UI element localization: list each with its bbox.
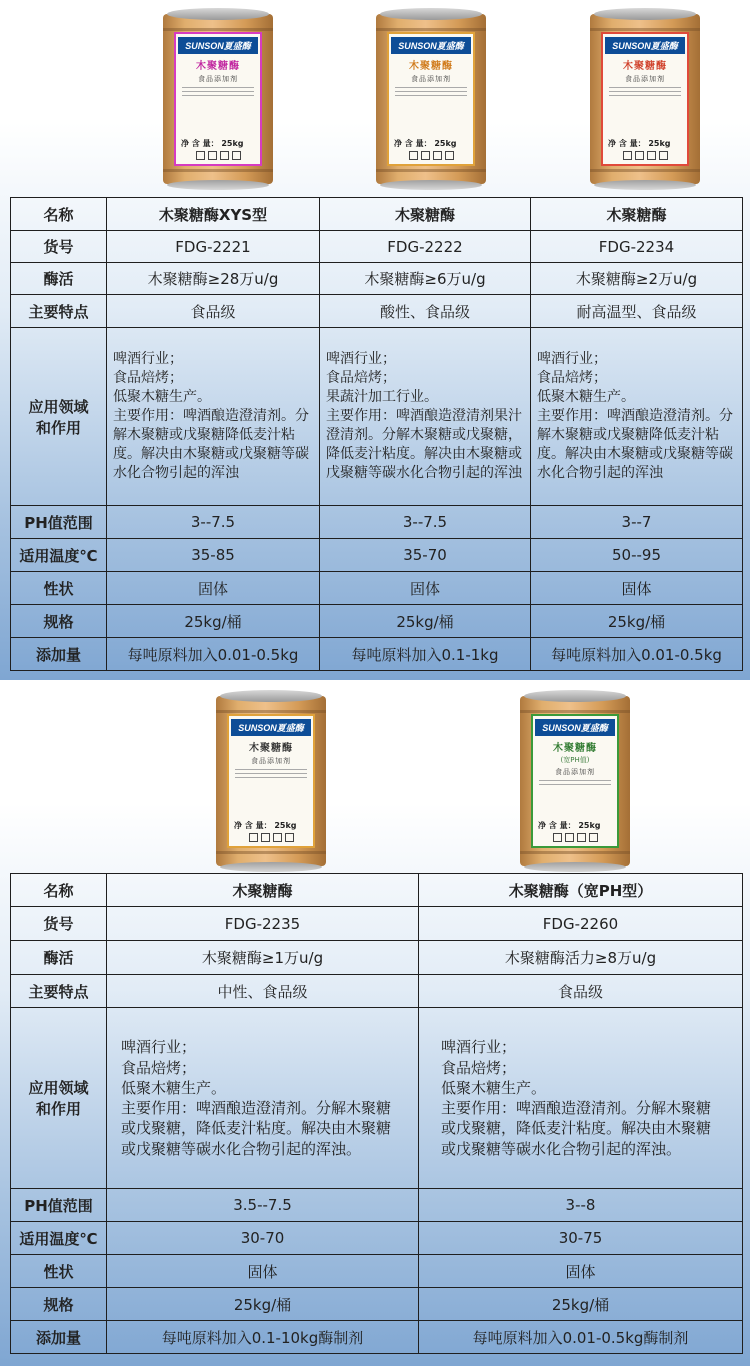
row-label: 添加量	[11, 638, 107, 671]
feature-cell: 食品级	[107, 295, 320, 328]
spec-table-2	[10, 873, 743, 1354]
spec-cell: 25kg/桶	[107, 605, 320, 638]
application-cell: 啤酒行业； 食品焙烤； 低聚木糖生产。 主要作用：啤酒酿造澄清剂。分解木聚糖或戊聚糖降低麦汁粘度。解决由木聚糖或戊聚糖等碳水化合物引起的浑浊	[107, 328, 320, 506]
table-row	[11, 198, 743, 231]
application-cell: 啤酒行业； 食品焙烤； 果蔬汁加工行业。 主要作用：啤酒酿造澄清剂果汁澄清剂。分解木聚糖或戊聚糖，降低麦汁粘度。解决由木聚糖或戊聚糖等碳水化合物引起的浑浊	[320, 328, 531, 506]
spec-cell: 25kg/桶	[531, 605, 743, 638]
row-label: 规格	[11, 1288, 107, 1321]
row-label: 应用领域 和作用	[11, 1008, 107, 1189]
form-cell: 固体	[419, 1255, 743, 1288]
table-row	[11, 1255, 743, 1288]
ph-cell: 3--7	[531, 506, 743, 539]
product-code-cell: FDG-2234	[531, 231, 743, 263]
form-cell: 固体	[531, 572, 743, 605]
table-row	[11, 975, 743, 1008]
product-code-cell: FDG-2235	[107, 907, 419, 941]
application-cell: 啤酒行业； 食品焙烤； 低聚木糖生产。 主要作用：啤酒酿造澄清剂。分解木聚糖或戊聚糖，降低麦汁粘度。解决由木聚糖或戊聚糖等碳水化合物引起的浑浊。	[419, 1008, 743, 1189]
row-label: 酶活	[11, 941, 107, 975]
can-net-weight: 净 含 量： 25kg	[234, 821, 297, 830]
feature-cell: 中性、食品级	[107, 975, 419, 1008]
product-can-image	[590, 8, 700, 190]
form-cell: 固体	[107, 572, 320, 605]
can-product-sub: 食品添加剂	[411, 75, 451, 83]
row-label: PH值范围	[11, 506, 107, 539]
form-cell: 固体	[320, 572, 531, 605]
temperature-cell: 30-75	[419, 1222, 743, 1255]
product-can-image	[216, 690, 326, 872]
product-name-cell: 木聚糖酶（宽PH型）	[419, 874, 743, 907]
ph-cell: 3.5--7.5	[107, 1189, 419, 1222]
dosage-cell: 每吨原料加入0.01-0.5kg酶制剂	[419, 1321, 743, 1354]
product-can-image	[376, 8, 486, 190]
dosage-cell: 每吨原料加入0.1-10kg酶制剂	[107, 1321, 419, 1354]
product-code-cell: FDG-2260	[419, 907, 743, 941]
brand-logo: SUNSON夏盛酶	[178, 37, 258, 54]
can-product-name: 木聚糖酶	[409, 61, 453, 72]
spec-cell: 25kg/桶	[107, 1288, 419, 1321]
temperature-cell: 50--95	[531, 539, 743, 572]
application-cell: 啤酒行业； 食品焙烤； 低聚木糖生产。 主要作用：啤酒酿造澄清剂。分解木聚糖或戊聚糖，降低麦汁粘度。解决由木聚糖或戊聚糖等碳水化合物引起的浑浊。	[107, 1008, 419, 1189]
can-net-weight: 净 含 量： 25kg	[181, 139, 244, 148]
can-product-name: 木聚糖酶	[249, 743, 293, 754]
ph-cell: 3--8	[419, 1189, 743, 1222]
can-product-variant: (宽PH值)	[560, 756, 590, 764]
product-name-cell: 木聚糖酶	[320, 198, 531, 231]
can-net-weight: 净 含 量： 25kg	[394, 139, 457, 148]
can-product-name: 木聚糖酶	[196, 61, 240, 72]
row-label: PH值范围	[11, 1189, 107, 1222]
row-label: 应用领域 和作用	[11, 328, 107, 506]
row-label: 货号	[11, 231, 107, 263]
feature-cell: 耐高温型、食品级	[531, 295, 743, 328]
row-label: 名称	[11, 874, 107, 907]
table-row	[11, 638, 743, 671]
row-label: 规格	[11, 605, 107, 638]
activity-cell: 木聚糖酶≥2万u/g	[531, 263, 743, 295]
row-label: 主要特点	[11, 295, 107, 328]
product-section-1	[0, 0, 750, 680]
table-row	[11, 572, 743, 605]
table-row	[11, 231, 743, 263]
row-label: 主要特点	[11, 975, 107, 1008]
can-product-sub: 食品添加剂	[625, 75, 665, 83]
row-label: 适用温度℃	[11, 1222, 107, 1255]
table-row	[11, 941, 743, 975]
temperature-cell: 30-70	[107, 1222, 419, 1255]
activity-cell: 木聚糖酶≥28万u/g	[107, 263, 320, 295]
row-label: 名称	[11, 198, 107, 231]
product-name-cell: 木聚糖酶	[107, 874, 419, 907]
table-row	[11, 874, 743, 907]
can-product-sub: 食品添加剂	[198, 75, 238, 83]
can-product-name: 木聚糖酶	[623, 61, 667, 72]
table-row	[11, 506, 743, 539]
row-label: 酶活	[11, 263, 107, 295]
row-label: 适用温度℃	[11, 539, 107, 572]
row-label: 性状	[11, 572, 107, 605]
product-code-cell: FDG-2221	[107, 231, 320, 263]
can-product-sub: 食品添加剂	[555, 768, 595, 776]
table-row	[11, 1321, 743, 1354]
form-cell: 固体	[107, 1255, 419, 1288]
table-row	[11, 263, 743, 295]
can-net-weight: 净 含 量： 25kg	[608, 139, 671, 148]
brand-logo: SUNSON夏盛酶	[231, 719, 311, 736]
product-can-image	[520, 690, 630, 872]
brand-logo: SUNSON夏盛酶	[605, 37, 685, 54]
row-label: 性状	[11, 1255, 107, 1288]
row-label: 货号	[11, 907, 107, 941]
table-row	[11, 295, 743, 328]
can-product-name: 木聚糖酶	[553, 743, 597, 754]
dosage-cell: 每吨原料加入0.1-1kg	[320, 638, 531, 671]
activity-cell: 木聚糖酶活力≥8万u/g	[419, 941, 743, 975]
dosage-cell: 每吨原料加入0.01-0.5kg	[107, 638, 320, 671]
product-name-cell: 木聚糖酶	[531, 198, 743, 231]
spec-table-1	[10, 197, 743, 671]
activity-cell: 木聚糖酶≥1万u/g	[107, 941, 419, 975]
application-cell: 啤酒行业； 食品焙烤； 低聚木糖生产。 主要作用：啤酒酿造澄清剂。分解木聚糖或戊聚糖降低麦汁粘度。解决由木聚糖或戊聚糖等碳水化合物引起的浑浊	[531, 328, 743, 506]
feature-cell: 酸性、食品级	[320, 295, 531, 328]
activity-cell: 木聚糖酶≥6万u/g	[320, 263, 531, 295]
temperature-cell: 35-85	[107, 539, 320, 572]
product-can-image	[163, 8, 273, 190]
ph-cell: 3--7.5	[320, 506, 531, 539]
product-name-cell: 木聚糖酶XYS型	[107, 198, 320, 231]
table-row	[11, 539, 743, 572]
table-row	[11, 1222, 743, 1255]
feature-cell: 食品级	[419, 975, 743, 1008]
spec-cell: 25kg/桶	[320, 605, 531, 638]
can-product-sub: 食品添加剂	[251, 757, 291, 765]
brand-logo: SUNSON夏盛酶	[535, 719, 615, 736]
table-row	[11, 1189, 743, 1222]
brand-logo: SUNSON夏盛酶	[391, 37, 471, 54]
temperature-cell: 35-70	[320, 539, 531, 572]
row-label: 添加量	[11, 1321, 107, 1354]
table-row	[11, 907, 743, 941]
ph-cell: 3--7.5	[107, 506, 320, 539]
spec-cell: 25kg/桶	[419, 1288, 743, 1321]
product-code-cell: FDG-2222	[320, 231, 531, 263]
can-net-weight: 净 含 量： 25kg	[538, 821, 601, 830]
dosage-cell: 每吨原料加入0.01-0.5kg	[531, 638, 743, 671]
table-row	[11, 1288, 743, 1321]
table-row	[11, 328, 743, 506]
table-row	[11, 1008, 743, 1189]
table-row	[11, 605, 743, 638]
